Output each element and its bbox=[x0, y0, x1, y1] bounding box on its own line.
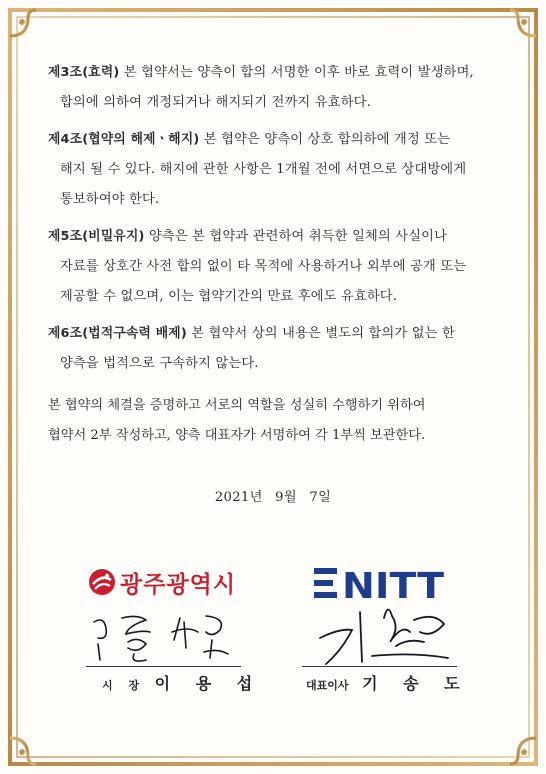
closing-line-1: 본 협약의 체결을 증명하고 서로의 역할을 성실히 수행하기 위하여 bbox=[48, 398, 426, 413]
signature-ki-song-do bbox=[312, 598, 462, 668]
article-5 bbox=[48, 222, 506, 312]
article-4-heading: 제4조(협약의 해제ㆍ해지) bbox=[48, 132, 200, 147]
article-5-heading: 제5조(비밀유지) bbox=[48, 229, 145, 244]
article-6-line-1: 본 협약서 상의 내용은 별도의 합의가 없는 한 bbox=[186, 326, 455, 341]
party2-name: 기 송 도 bbox=[362, 674, 470, 693]
article-4-line-2: 해지 될 수 있다. 해지에 관한 사항은 1개월 전에 서면으로 상대방에게 bbox=[60, 162, 467, 177]
article-6-line-2: 양측을 법적으로 구속하지 않는다. bbox=[60, 356, 259, 371]
gwangju-logo bbox=[88, 567, 236, 597]
signature-line-2 bbox=[302, 666, 457, 667]
article-3-line-2: 합의에 의하여 개정되거나 해지되기 전까지 유효하다. bbox=[60, 95, 372, 110]
article-4 bbox=[48, 125, 506, 215]
gwangju-logo-text: 광주광역시 bbox=[120, 571, 237, 598]
article-6-heading: 제6조(법적구속력 배제) bbox=[48, 326, 187, 341]
article-3-line-1: 본 협약서는 양측이 합의 서명한 이후 바로 효력이 발생하며, bbox=[119, 65, 474, 80]
nitt-logo-text: NITT bbox=[342, 566, 445, 600]
date-year: 2021년 bbox=[214, 490, 263, 505]
article-5-line-1: 양측은 본 협약과 관련하여 취득한 일체의 사실이나 bbox=[144, 229, 448, 244]
article-4-line-1: 본 협약은 양측이 상호 합의하에 개정 또는 bbox=[199, 132, 451, 147]
party2-role: 대표이사 bbox=[306, 679, 349, 692]
date-month: 9월 bbox=[275, 490, 297, 505]
party1-name: 이 용 섭 bbox=[154, 674, 263, 693]
article-5-line-2: 자료를 상호간 사전 합의 없이 타 목적에 사용하거나 외부에 공개 또는 bbox=[60, 259, 467, 274]
signature-lee-yong-seop bbox=[88, 608, 248, 668]
closing-line-2: 협약서 2부 작성하고, 양측 대표자가 서명하여 각 1부씩 보관한다. bbox=[48, 428, 426, 443]
agreement-body bbox=[48, 58, 506, 451]
party1-role: 시 장 bbox=[102, 679, 146, 692]
article-3 bbox=[48, 58, 506, 118]
party1-signatory bbox=[102, 671, 262, 694]
nitt-logo bbox=[314, 566, 445, 600]
article-6 bbox=[48, 319, 506, 379]
signing-date bbox=[0, 486, 546, 505]
gwangju-emblem-icon bbox=[88, 568, 116, 596]
article-3-heading: 제3조(효력) bbox=[48, 65, 120, 80]
date-day: 7일 bbox=[309, 490, 332, 505]
article-5-line-3: 제공할 수 없으며, 이는 협약기간의 만료 후에도 유효하다. bbox=[60, 289, 398, 304]
closing-paragraph bbox=[48, 391, 506, 451]
article-4-line-3: 통보하여야 한다. bbox=[60, 192, 160, 207]
signature-line-1 bbox=[86, 666, 241, 667]
party2-signatory bbox=[306, 671, 470, 694]
